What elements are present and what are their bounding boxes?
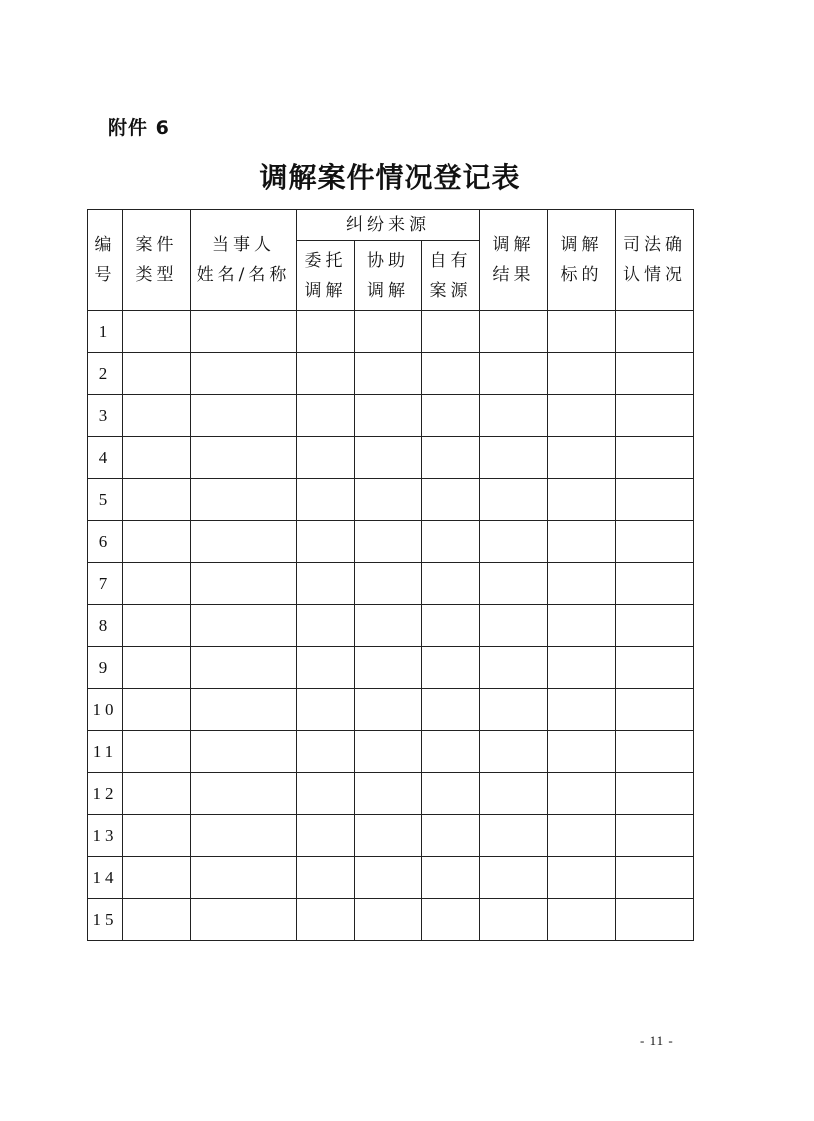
row-number: 13 <box>88 815 123 857</box>
empty-cell[interactable] <box>422 731 480 773</box>
empty-cell[interactable] <box>123 605 191 647</box>
table-row <box>88 311 694 353</box>
table-row <box>88 731 694 773</box>
header-judicial-confirmation <box>616 210 694 311</box>
header-number-line-2: 号 <box>94 265 116 285</box>
empty-cell[interactable] <box>548 353 616 395</box>
empty-cell[interactable] <box>297 605 355 647</box>
table-row <box>88 395 694 437</box>
empty-cell[interactable] <box>191 815 297 857</box>
document-title: 调解案件情况登记表 <box>259 161 521 194</box>
header-case-type <box>123 210 191 311</box>
empty-cell[interactable] <box>355 353 422 395</box>
empty-cell[interactable] <box>355 689 422 731</box>
empty-cell[interactable] <box>297 479 355 521</box>
empty-cell[interactable] <box>123 563 191 605</box>
empty-cell[interactable] <box>616 563 694 605</box>
empty-cell[interactable] <box>191 899 297 941</box>
empty-cell[interactable] <box>355 773 422 815</box>
table-row <box>88 647 694 689</box>
empty-cell[interactable] <box>616 857 694 899</box>
empty-cell[interactable] <box>297 647 355 689</box>
empty-cell[interactable] <box>616 395 694 437</box>
header-party-name-line-2: 姓名/名称 <box>196 265 291 285</box>
empty-cell[interactable] <box>123 689 191 731</box>
empty-cell[interactable] <box>616 605 694 647</box>
empty-cell[interactable] <box>355 563 422 605</box>
row-number: 5 <box>88 479 123 521</box>
empty-cell[interactable] <box>548 647 616 689</box>
header-party-name <box>191 210 297 311</box>
header-subject-line-2: 标的 <box>560 265 603 285</box>
empty-cell[interactable] <box>616 647 694 689</box>
table-row <box>88 521 694 563</box>
empty-cell[interactable] <box>480 899 548 941</box>
header-assisted-line-1: 协助 <box>367 250 409 271</box>
empty-cell[interactable] <box>191 563 297 605</box>
empty-cell[interactable] <box>548 815 616 857</box>
empty-cell[interactable] <box>480 395 548 437</box>
table-row <box>88 815 694 857</box>
empty-cell[interactable] <box>422 773 480 815</box>
header-result-line-1: 调解 <box>492 235 535 255</box>
empty-cell[interactable] <box>191 437 297 479</box>
row-number: 10 <box>88 689 123 731</box>
empty-cell[interactable] <box>123 353 191 395</box>
empty-cell[interactable] <box>297 437 355 479</box>
empty-cell[interactable] <box>297 857 355 899</box>
empty-cell[interactable] <box>548 773 616 815</box>
empty-cell[interactable] <box>123 857 191 899</box>
header-judicial-line-1: 司法确 <box>623 235 687 255</box>
empty-cell[interactable] <box>480 311 548 353</box>
empty-cell[interactable] <box>191 521 297 563</box>
row-number: 1 <box>88 311 123 353</box>
header-entrusted-line-1: 委托 <box>304 250 347 271</box>
empty-cell[interactable] <box>297 521 355 563</box>
empty-cell[interactable] <box>355 479 422 521</box>
row-number: 9 <box>88 647 123 689</box>
header-entrusted-mediation <box>297 241 355 311</box>
empty-cell[interactable] <box>191 773 297 815</box>
row-number: 3 <box>88 395 123 437</box>
empty-cell[interactable] <box>123 479 191 521</box>
empty-cell[interactable] <box>422 353 480 395</box>
empty-cell[interactable] <box>422 899 480 941</box>
empty-cell[interactable] <box>355 857 422 899</box>
empty-cell[interactable] <box>191 857 297 899</box>
empty-cell[interactable] <box>616 311 694 353</box>
empty-cell[interactable] <box>480 689 548 731</box>
empty-cell[interactable] <box>123 899 191 941</box>
empty-cell[interactable] <box>297 773 355 815</box>
empty-cell[interactable] <box>548 563 616 605</box>
empty-cell[interactable] <box>616 521 694 563</box>
empty-cell[interactable] <box>480 731 548 773</box>
header-case-type-line-2: 类型 <box>135 265 178 285</box>
empty-cell[interactable] <box>422 521 480 563</box>
empty-cell[interactable] <box>480 479 548 521</box>
header-case-type-line-1: 案件 <box>135 235 178 255</box>
empty-cell[interactable] <box>355 899 422 941</box>
header-subject-line-1: 调解 <box>560 235 603 255</box>
row-number: 6 <box>88 521 123 563</box>
table-row <box>88 857 694 899</box>
empty-cell[interactable] <box>548 521 616 563</box>
empty-cell[interactable] <box>191 479 297 521</box>
empty-cell[interactable] <box>616 815 694 857</box>
header-entrusted-line-2: 调解 <box>304 280 347 301</box>
empty-cell[interactable] <box>548 395 616 437</box>
empty-cell[interactable] <box>480 647 548 689</box>
table-body <box>88 311 694 941</box>
header-dispute-source: 纠纷来源 <box>297 210 480 241</box>
table-row <box>88 437 694 479</box>
empty-cell[interactable] <box>422 395 480 437</box>
empty-cell[interactable] <box>480 563 548 605</box>
empty-cell[interactable] <box>123 773 191 815</box>
header-assisted-mediation <box>355 241 422 311</box>
table-row <box>88 563 694 605</box>
empty-cell[interactable] <box>191 731 297 773</box>
header-assisted-line-2: 调解 <box>367 280 409 301</box>
header-own-case-source <box>422 241 480 311</box>
empty-cell[interactable] <box>355 521 422 563</box>
empty-cell[interactable] <box>355 395 422 437</box>
empty-cell[interactable] <box>123 395 191 437</box>
row-number: 8 <box>88 605 123 647</box>
row-number: 15 <box>88 899 123 941</box>
empty-cell[interactable] <box>548 311 616 353</box>
row-number: 2 <box>88 353 123 395</box>
header-mediation-result <box>480 210 548 311</box>
empty-cell[interactable] <box>480 521 548 563</box>
empty-cell[interactable] <box>616 899 694 941</box>
empty-cell[interactable] <box>480 815 548 857</box>
row-number: 7 <box>88 563 123 605</box>
empty-cell[interactable] <box>123 311 191 353</box>
empty-cell[interactable] <box>422 647 480 689</box>
registration-table <box>87 209 694 941</box>
table-row <box>88 353 694 395</box>
empty-cell[interactable] <box>123 731 191 773</box>
empty-cell[interactable] <box>191 689 297 731</box>
empty-cell[interactable] <box>548 857 616 899</box>
empty-cell[interactable] <box>616 731 694 773</box>
empty-cell[interactable] <box>297 731 355 773</box>
empty-cell[interactable] <box>422 857 480 899</box>
empty-cell[interactable] <box>191 395 297 437</box>
empty-cell[interactable] <box>355 647 422 689</box>
empty-cell[interactable] <box>297 815 355 857</box>
empty-cell[interactable] <box>422 437 480 479</box>
empty-cell[interactable] <box>422 605 480 647</box>
empty-cell[interactable] <box>548 899 616 941</box>
empty-cell[interactable] <box>480 353 548 395</box>
empty-cell[interactable] <box>355 437 422 479</box>
header-mediation-subject <box>548 210 616 311</box>
empty-cell[interactable] <box>297 311 355 353</box>
empty-cell[interactable] <box>191 353 297 395</box>
empty-cell[interactable] <box>123 437 191 479</box>
empty-cell[interactable] <box>355 731 422 773</box>
header-own-source-line-1: 自有 <box>429 250 472 271</box>
empty-cell[interactable] <box>480 605 548 647</box>
header-result-line-2: 结果 <box>492 265 535 285</box>
empty-cell[interactable] <box>422 479 480 521</box>
row-number: 12 <box>88 773 123 815</box>
empty-cell[interactable] <box>297 899 355 941</box>
empty-cell[interactable] <box>123 521 191 563</box>
empty-cell[interactable] <box>422 563 480 605</box>
empty-cell[interactable] <box>297 353 355 395</box>
header-own-source-line-2: 案源 <box>429 280 472 301</box>
empty-cell[interactable] <box>548 479 616 521</box>
empty-cell[interactable] <box>297 395 355 437</box>
table-row <box>88 773 694 815</box>
empty-cell[interactable] <box>191 647 297 689</box>
empty-cell[interactable] <box>422 311 480 353</box>
empty-cell[interactable] <box>422 689 480 731</box>
header-number <box>88 210 123 311</box>
header-number-line-1: 编 <box>94 235 116 255</box>
empty-cell[interactable] <box>297 563 355 605</box>
row-number: 11 <box>88 731 123 773</box>
table-row <box>88 605 694 647</box>
row-number: 14 <box>88 857 123 899</box>
empty-cell[interactable] <box>123 815 191 857</box>
empty-cell[interactable] <box>548 605 616 647</box>
table-row <box>88 479 694 521</box>
header-judicial-line-2: 认情况 <box>623 265 687 285</box>
table-row <box>88 899 694 941</box>
empty-cell[interactable] <box>616 479 694 521</box>
empty-cell[interactable] <box>355 311 422 353</box>
empty-cell[interactable] <box>355 605 422 647</box>
empty-cell[interactable] <box>616 437 694 479</box>
empty-cell[interactable] <box>616 773 694 815</box>
empty-cell[interactable] <box>480 857 548 899</box>
empty-cell[interactable] <box>616 689 694 731</box>
header-party-name-line-1: 当事人 <box>212 235 275 255</box>
row-number: 4 <box>88 437 123 479</box>
empty-cell[interactable] <box>355 815 422 857</box>
empty-cell[interactable] <box>548 437 616 479</box>
empty-cell[interactable] <box>548 731 616 773</box>
empty-cell[interactable] <box>480 773 548 815</box>
page-number: - 11 - <box>640 1033 674 1048</box>
table-row <box>88 689 694 731</box>
empty-cell[interactable] <box>191 605 297 647</box>
empty-cell[interactable] <box>480 437 548 479</box>
empty-cell[interactable] <box>616 353 694 395</box>
empty-cell[interactable] <box>123 647 191 689</box>
empty-cell[interactable] <box>548 689 616 731</box>
empty-cell[interactable] <box>191 311 297 353</box>
empty-cell[interactable] <box>422 815 480 857</box>
attachment-label: 附件 6 <box>108 117 170 139</box>
empty-cell[interactable] <box>297 689 355 731</box>
